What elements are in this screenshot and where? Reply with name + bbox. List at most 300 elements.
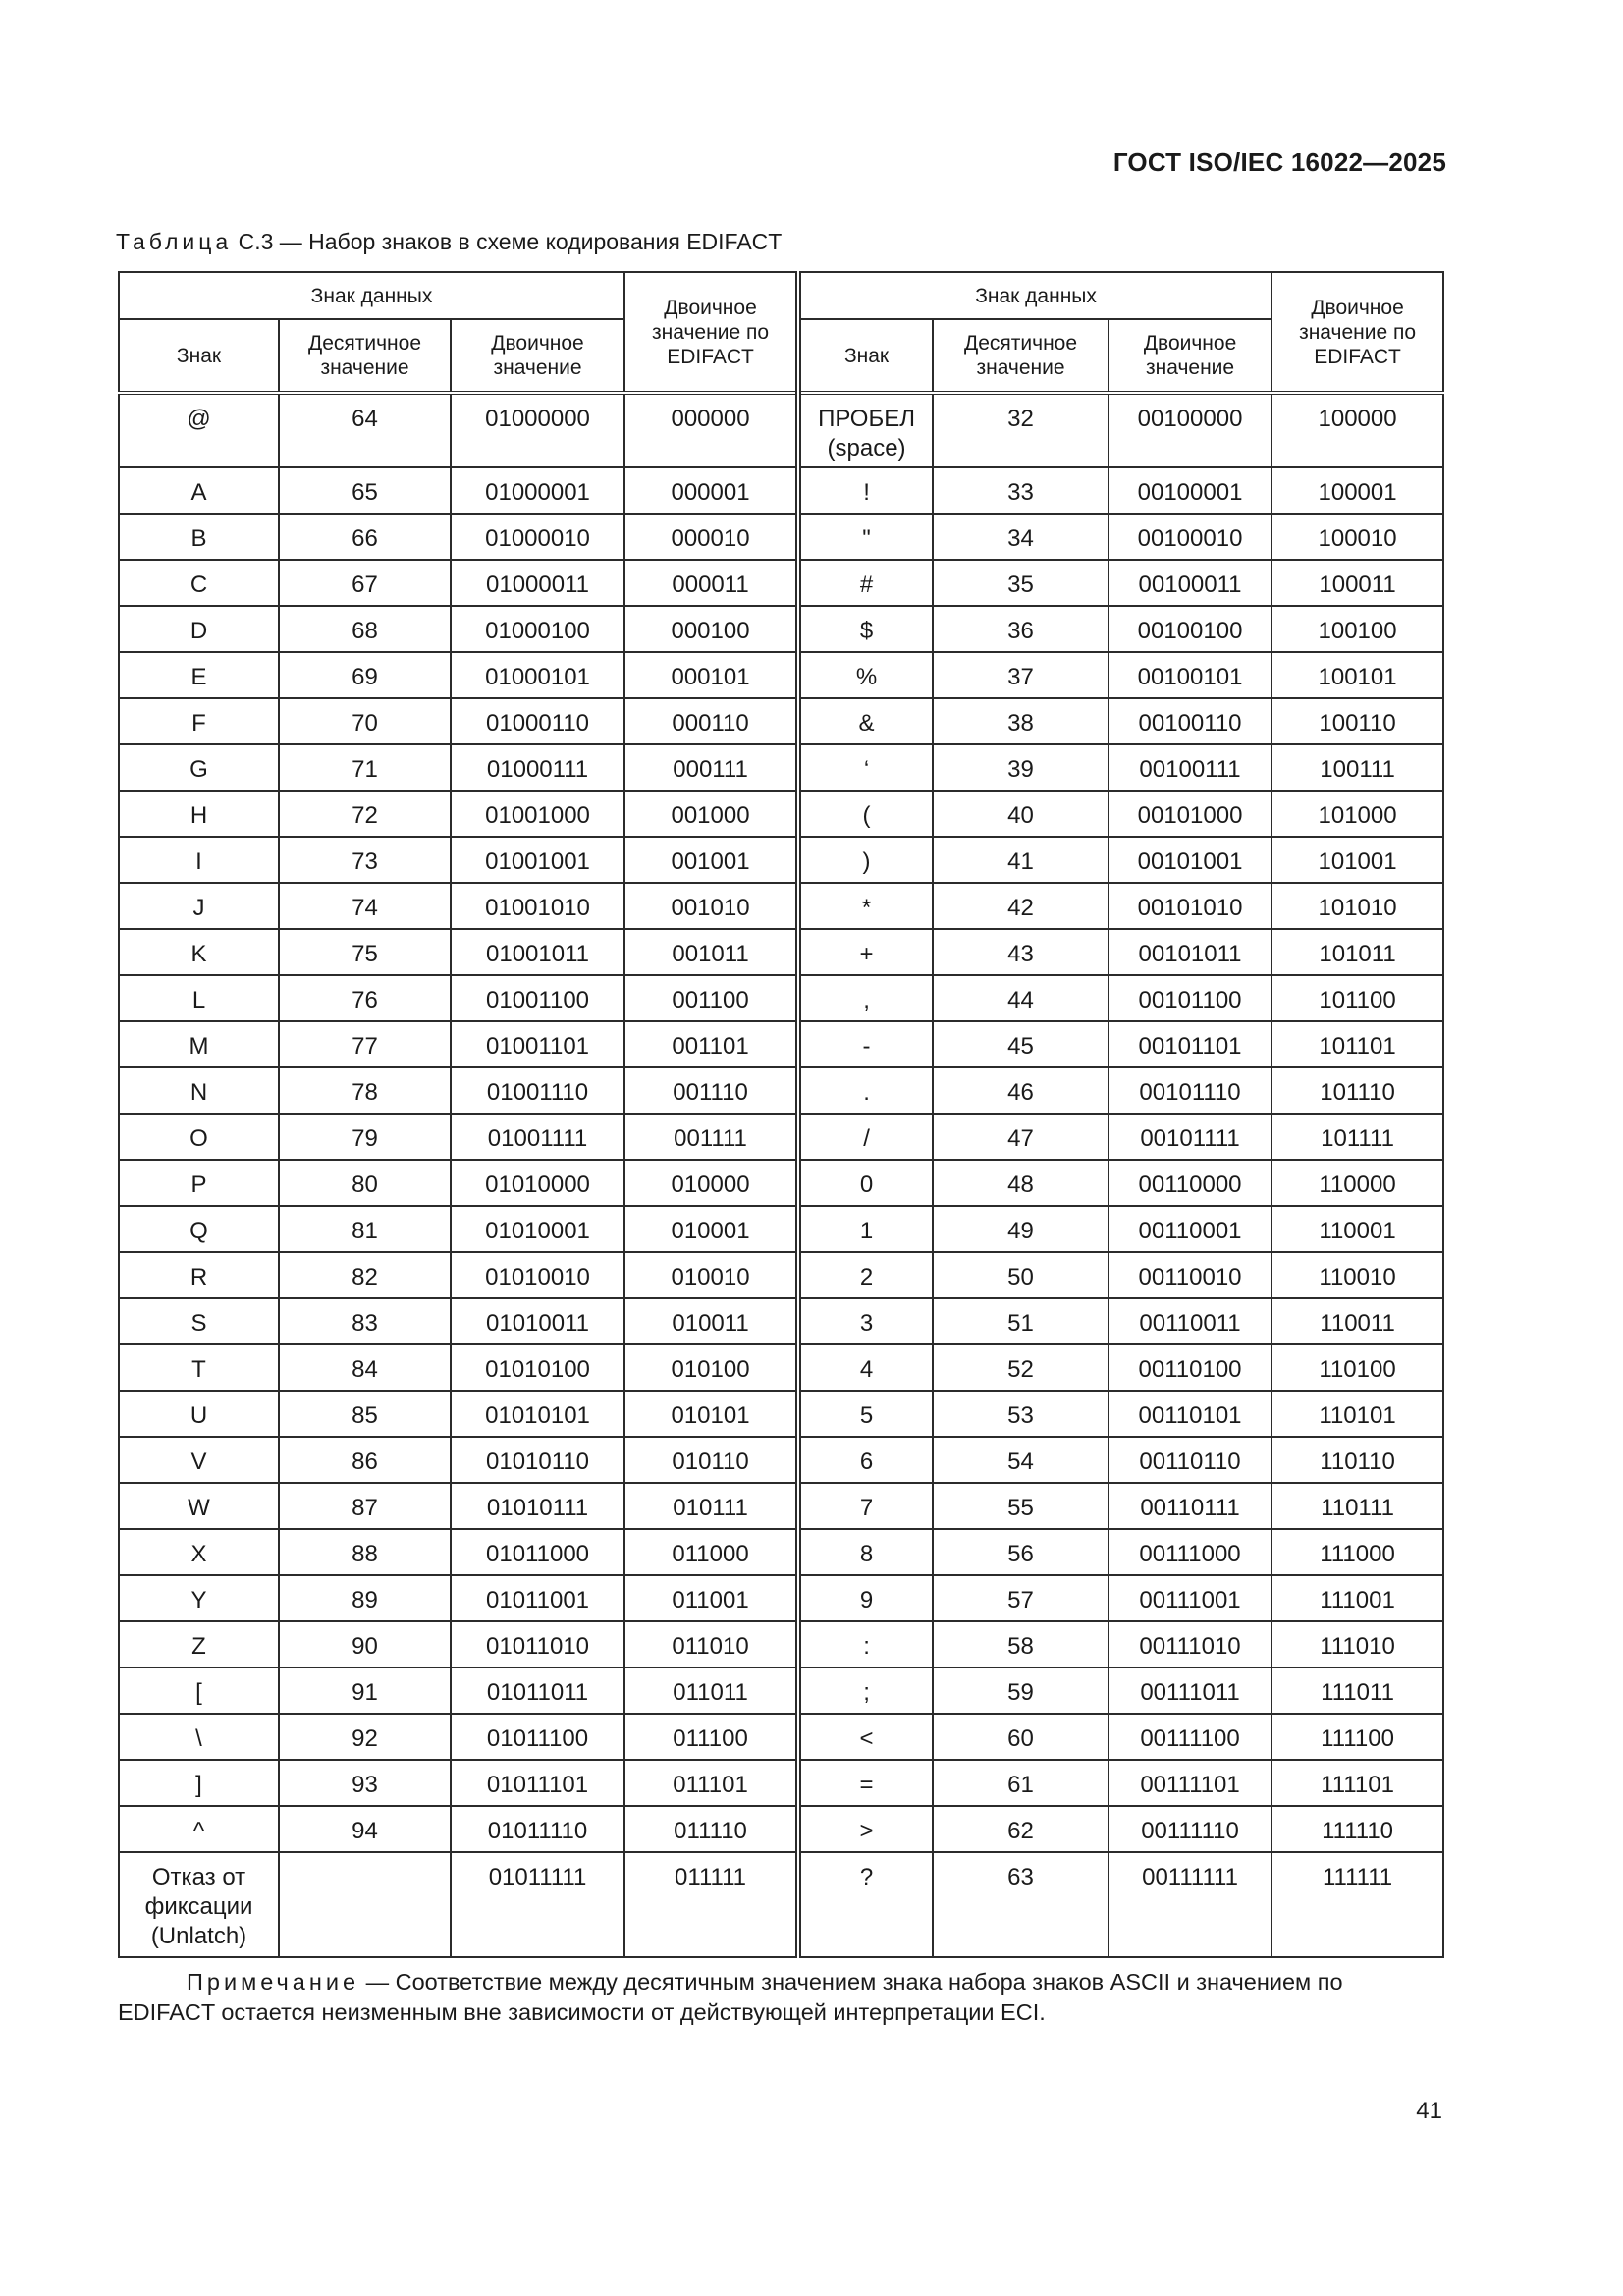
- cell-right-decimal: 36: [933, 606, 1109, 652]
- cell-right-sign: 8: [798, 1529, 933, 1575]
- cell-left-decimal: 66: [279, 514, 451, 560]
- cell-right-decimal: 48: [933, 1160, 1109, 1206]
- cell-left-decimal: 74: [279, 883, 451, 929]
- cell-left-decimal: 73: [279, 837, 451, 883]
- cell-left-decimal: 64: [279, 393, 451, 467]
- cell-left-edifact: 011111: [624, 1852, 798, 1957]
- cell-left-sign: V: [119, 1437, 279, 1483]
- cell-left-edifact: 010000: [624, 1160, 798, 1206]
- cell-left-binary: 01000010: [451, 514, 624, 560]
- cell-right-decimal: 54: [933, 1437, 1109, 1483]
- cell-left-sign: ^: [119, 1806, 279, 1852]
- cell-right-binary: 00100011: [1109, 560, 1271, 606]
- cell-left-binary: 01010101: [451, 1391, 624, 1437]
- cell-right-edifact: 111010: [1271, 1621, 1443, 1667]
- table-row: [119, 929, 1443, 975]
- cell-left-binary: 01001001: [451, 837, 624, 883]
- cell-left-edifact: 000100: [624, 606, 798, 652]
- cell-right-sign: :: [798, 1621, 933, 1667]
- cell-right-edifact: 101101: [1271, 1021, 1443, 1067]
- table-row: [119, 1252, 1443, 1298]
- table-row: [119, 1806, 1443, 1852]
- cell-left-sign: Q: [119, 1206, 279, 1252]
- cell-right-sign: 4: [798, 1344, 933, 1391]
- cell-left-sign: \: [119, 1714, 279, 1760]
- cell-right-binary: 00100100: [1109, 606, 1271, 652]
- cell-left-decimal: 91: [279, 1667, 451, 1714]
- cell-left-binary: 01011011: [451, 1667, 624, 1714]
- cell-right-binary: 00111011: [1109, 1667, 1271, 1714]
- cell-right-binary: 00101000: [1109, 791, 1271, 837]
- header-edifact-left: Двоичное значение по EDIFACT: [624, 272, 798, 393]
- cell-left-decimal: 81: [279, 1206, 451, 1252]
- cell-left-decimal: 93: [279, 1760, 451, 1806]
- cell-right-decimal: 57: [933, 1575, 1109, 1621]
- table-row: [119, 652, 1443, 698]
- cell-left-sign: [: [119, 1667, 279, 1714]
- table-row: [119, 1021, 1443, 1067]
- cell-left-binary: 01011000: [451, 1529, 624, 1575]
- cell-right-edifact: 101100: [1271, 975, 1443, 1021]
- cell-right-edifact: 101110: [1271, 1067, 1443, 1114]
- table-row: [119, 606, 1443, 652]
- cell-left-decimal: 83: [279, 1298, 451, 1344]
- cell-right-binary: 00111010: [1109, 1621, 1271, 1667]
- cell-right-edifact: 111001: [1271, 1575, 1443, 1621]
- table-row: [119, 1344, 1443, 1391]
- cell-right-sign: +: [798, 929, 933, 975]
- cell-left-decimal: 70: [279, 698, 451, 744]
- cell-right-sign: ;: [798, 1667, 933, 1714]
- cell-right-sign: ": [798, 514, 933, 560]
- cell-right-binary: 00100111: [1109, 744, 1271, 791]
- table-row: [119, 883, 1443, 929]
- cell-left-edifact: 001011: [624, 929, 798, 975]
- cell-left-binary: 01010000: [451, 1160, 624, 1206]
- cell-left-binary: 01010100: [451, 1344, 624, 1391]
- cell-right-edifact: 110001: [1271, 1206, 1443, 1252]
- cell-right-sign: ‘: [798, 744, 933, 791]
- cell-right-binary: 00111110: [1109, 1806, 1271, 1852]
- cell-left-edifact: 010011: [624, 1298, 798, 1344]
- table-row: [119, 1391, 1443, 1437]
- cell-left-binary: 01010001: [451, 1206, 624, 1252]
- cell-left-binary: 01011111: [451, 1852, 624, 1957]
- cell-right-decimal: 33: [933, 467, 1109, 514]
- table-body: [119, 393, 1443, 1957]
- cell-left-edifact: 011110: [624, 1806, 798, 1852]
- table-row: [119, 560, 1443, 606]
- cell-left-sign: U: [119, 1391, 279, 1437]
- cell-right-binary: 00100110: [1109, 698, 1271, 744]
- cell-left-decimal: 80: [279, 1160, 451, 1206]
- cell-right-binary: 00101010: [1109, 883, 1271, 929]
- cell-left-binary: 01010011: [451, 1298, 624, 1344]
- header-decimal-right: Десятичное значение: [933, 319, 1109, 393]
- cell-right-binary: 00111001: [1109, 1575, 1271, 1621]
- cell-left-sign: D: [119, 606, 279, 652]
- cell-left-edifact: 000101: [624, 652, 798, 698]
- cell-left-edifact: 001110: [624, 1067, 798, 1114]
- cell-right-edifact: 111110: [1271, 1806, 1443, 1852]
- cell-left-binary: 01000011: [451, 560, 624, 606]
- cell-left-decimal: 94: [279, 1806, 451, 1852]
- cell-left-edifact: 010111: [624, 1483, 798, 1529]
- table-note: [118, 1967, 1445, 2028]
- cell-left-binary: 01000111: [451, 744, 624, 791]
- header-group-right: Знак данных: [798, 272, 1271, 319]
- cell-left-decimal: [279, 1852, 451, 1957]
- cell-right-decimal: 52: [933, 1344, 1109, 1391]
- cell-right-edifact: 100101: [1271, 652, 1443, 698]
- cell-right-sign: .: [798, 1067, 933, 1114]
- cell-right-edifact: 100000: [1271, 393, 1443, 467]
- table-row: [119, 975, 1443, 1021]
- table-row: [119, 514, 1443, 560]
- cell-left-binary: 01011110: [451, 1806, 624, 1852]
- cell-right-sign: ?: [798, 1852, 933, 1957]
- cell-right-edifact: 101000: [1271, 791, 1443, 837]
- cell-right-decimal: 49: [933, 1206, 1109, 1252]
- cell-left-sign: P: [119, 1160, 279, 1206]
- cell-right-binary: 00110101: [1109, 1391, 1271, 1437]
- cell-right-sign: 7: [798, 1483, 933, 1529]
- cell-left-sign: B: [119, 514, 279, 560]
- table-row: [119, 1114, 1443, 1160]
- cell-left-edifact: 010101: [624, 1391, 798, 1437]
- cell-left-sign: Z: [119, 1621, 279, 1667]
- table-row: [119, 467, 1443, 514]
- cell-right-binary: 00100001: [1109, 467, 1271, 514]
- cell-right-decimal: 63: [933, 1852, 1109, 1957]
- cell-left-edifact: 010001: [624, 1206, 798, 1252]
- cell-left-binary: 01000110: [451, 698, 624, 744]
- cell-right-edifact: 110100: [1271, 1344, 1443, 1391]
- cell-left-decimal: 82: [279, 1252, 451, 1298]
- cell-right-binary: 00110011: [1109, 1298, 1271, 1344]
- cell-left-edifact: 001100: [624, 975, 798, 1021]
- edifact-charset-table: [118, 271, 1444, 1958]
- header-binary-left: Двоичное значение: [451, 319, 624, 393]
- cell-right-edifact: 110101: [1271, 1391, 1443, 1437]
- cell-right-binary: 00100000: [1109, 393, 1271, 467]
- cell-right-binary: 00101111: [1109, 1114, 1271, 1160]
- cell-right-decimal: 40: [933, 791, 1109, 837]
- cell-left-decimal: 68: [279, 606, 451, 652]
- cell-right-decimal: 43: [933, 929, 1109, 975]
- note-label: Примечание: [187, 1969, 360, 1995]
- table-row: [119, 791, 1443, 837]
- cell-right-decimal: 59: [933, 1667, 1109, 1714]
- cell-left-binary: 01000100: [451, 606, 624, 652]
- cell-right-edifact: 101111: [1271, 1114, 1443, 1160]
- cell-right-sign: &: [798, 698, 933, 744]
- table-row: [119, 1437, 1443, 1483]
- cell-right-sign: 6: [798, 1437, 933, 1483]
- cell-right-decimal: 53: [933, 1391, 1109, 1437]
- table-row: [119, 1714, 1443, 1760]
- table-caption: [116, 229, 782, 255]
- cell-left-edifact: 000010: [624, 514, 798, 560]
- caption-label: Таблица: [116, 229, 233, 254]
- cell-left-binary: 01010010: [451, 1252, 624, 1298]
- cell-left-binary: 01001101: [451, 1021, 624, 1067]
- cell-right-sign: ): [798, 837, 933, 883]
- cell-right-decimal: 37: [933, 652, 1109, 698]
- cell-right-binary: 00101101: [1109, 1021, 1271, 1067]
- cell-right-edifact: 100100: [1271, 606, 1443, 652]
- header-edifact-right: Двоичное значение по EDIFACT: [1271, 272, 1443, 393]
- document-header: ГОСТ ISO/IEC 16022—2025: [1112, 147, 1446, 177]
- table-row: [119, 1760, 1443, 1806]
- cell-right-decimal: 35: [933, 560, 1109, 606]
- cell-left-binary: 01001110: [451, 1067, 624, 1114]
- cell-left-sign: @: [119, 393, 279, 467]
- cell-right-sign: 3: [798, 1298, 933, 1344]
- table-row: [119, 837, 1443, 883]
- cell-right-sign: ПРОБЕЛ (space): [798, 393, 933, 467]
- cell-right-edifact: 110000: [1271, 1160, 1443, 1206]
- cell-right-sign: =: [798, 1760, 933, 1806]
- cell-left-binary: 01001010: [451, 883, 624, 929]
- table-row: [119, 1160, 1443, 1206]
- cell-right-binary: 00110010: [1109, 1252, 1271, 1298]
- table-row: [119, 1852, 1443, 1957]
- cell-left-binary: 01001111: [451, 1114, 624, 1160]
- table-row: [119, 1621, 1443, 1667]
- cell-right-binary: 00101001: [1109, 837, 1271, 883]
- cell-right-edifact: 100010: [1271, 514, 1443, 560]
- cell-left-decimal: 84: [279, 1344, 451, 1391]
- header-sign-left: Знак: [119, 319, 279, 393]
- cell-left-binary: 01011001: [451, 1575, 624, 1621]
- cell-left-sign: R: [119, 1252, 279, 1298]
- cell-left-decimal: 85: [279, 1391, 451, 1437]
- cell-left-edifact: 011101: [624, 1760, 798, 1806]
- page-number: 41: [1416, 2098, 1442, 2124]
- cell-right-decimal: 60: [933, 1714, 1109, 1760]
- cell-left-edifact: 010110: [624, 1437, 798, 1483]
- cell-right-decimal: 58: [933, 1621, 1109, 1667]
- cell-left-sign: E: [119, 652, 279, 698]
- cell-right-decimal: 45: [933, 1021, 1109, 1067]
- cell-left-decimal: 87: [279, 1483, 451, 1529]
- cell-left-edifact: 000111: [624, 744, 798, 791]
- cell-left-sign: S: [119, 1298, 279, 1344]
- cell-left-binary: 01011101: [451, 1760, 624, 1806]
- cell-left-edifact: 001000: [624, 791, 798, 837]
- cell-right-sign: #: [798, 560, 933, 606]
- cell-left-edifact: 000110: [624, 698, 798, 744]
- cell-left-sign: N: [119, 1067, 279, 1114]
- cell-left-decimal: 79: [279, 1114, 451, 1160]
- header-sign-right: Знак: [798, 319, 933, 393]
- cell-right-sign: (: [798, 791, 933, 837]
- cell-right-edifact: 111000: [1271, 1529, 1443, 1575]
- cell-left-sign: I: [119, 837, 279, 883]
- cell-left-sign: K: [119, 929, 279, 975]
- cell-left-decimal: 77: [279, 1021, 451, 1067]
- cell-right-decimal: 62: [933, 1806, 1109, 1852]
- cell-left-sign: ]: [119, 1760, 279, 1806]
- cell-left-edifact: 011100: [624, 1714, 798, 1760]
- cell-left-edifact: 000000: [624, 393, 798, 467]
- cell-left-sign: Y: [119, 1575, 279, 1621]
- table-row: [119, 698, 1443, 744]
- cell-left-sign: A: [119, 467, 279, 514]
- cell-right-binary: 00111000: [1109, 1529, 1271, 1575]
- cell-right-binary: 00101100: [1109, 975, 1271, 1021]
- cell-right-decimal: 56: [933, 1529, 1109, 1575]
- cell-left-binary: 01000001: [451, 467, 624, 514]
- cell-left-edifact: 011011: [624, 1667, 798, 1714]
- cell-right-sign: $: [798, 606, 933, 652]
- note-text: — Соответствие между десятичным значением знака набора знаков ASCII и значением по EDIFACT остается неизменным вне зависимости от действующей интерпретации ECI.: [118, 1969, 1343, 2025]
- cell-right-decimal: 42: [933, 883, 1109, 929]
- cell-left-decimal: 88: [279, 1529, 451, 1575]
- cell-right-edifact: 110110: [1271, 1437, 1443, 1483]
- cell-left-sign: Отказ от фиксации (Unlatch): [119, 1852, 279, 1957]
- cell-left-binary: 01001000: [451, 791, 624, 837]
- cell-right-binary: 00101110: [1109, 1067, 1271, 1114]
- cell-left-sign: T: [119, 1344, 279, 1391]
- cell-left-binary: 01010111: [451, 1483, 624, 1529]
- cell-right-sign: %: [798, 652, 933, 698]
- cell-left-sign: C: [119, 560, 279, 606]
- cell-right-binary: 00110100: [1109, 1344, 1271, 1391]
- cell-right-sign: 2: [798, 1252, 933, 1298]
- cell-right-edifact: 100001: [1271, 467, 1443, 514]
- cell-right-decimal: 51: [933, 1298, 1109, 1344]
- cell-left-sign: H: [119, 791, 279, 837]
- cell-right-decimal: 41: [933, 837, 1109, 883]
- table-row: [119, 1483, 1443, 1529]
- cell-right-sign: ,: [798, 975, 933, 1021]
- cell-right-decimal: 61: [933, 1760, 1109, 1806]
- cell-right-binary: 00110111: [1109, 1483, 1271, 1529]
- cell-left-edifact: 011010: [624, 1621, 798, 1667]
- cell-right-binary: 00111100: [1109, 1714, 1271, 1760]
- cell-right-binary: 00110110: [1109, 1437, 1271, 1483]
- cell-right-decimal: 39: [933, 744, 1109, 791]
- cell-right-decimal: 47: [933, 1114, 1109, 1160]
- cell-right-binary: 00111101: [1109, 1760, 1271, 1806]
- cell-left-edifact: 001010: [624, 883, 798, 929]
- cell-right-sign: /: [798, 1114, 933, 1160]
- caption-title: С.3 — Набор знаков в схеме кодирования EDIFACT: [238, 229, 783, 254]
- cell-right-sign: 9: [798, 1575, 933, 1621]
- cell-left-decimal: 72: [279, 791, 451, 837]
- cell-left-edifact: 001111: [624, 1114, 798, 1160]
- cell-left-decimal: 69: [279, 652, 451, 698]
- cell-right-edifact: 110111: [1271, 1483, 1443, 1529]
- cell-left-decimal: 65: [279, 467, 451, 514]
- table-row: [119, 1667, 1443, 1714]
- cell-left-sign: M: [119, 1021, 279, 1067]
- cell-left-binary: 01011010: [451, 1621, 624, 1667]
- cell-right-edifact: 111100: [1271, 1714, 1443, 1760]
- cell-left-binary: 01011100: [451, 1714, 624, 1760]
- cell-left-decimal: 92: [279, 1714, 451, 1760]
- cell-left-decimal: 78: [279, 1067, 451, 1114]
- cell-right-decimal: 44: [933, 975, 1109, 1021]
- cell-left-sign: F: [119, 698, 279, 744]
- cell-left-sign: G: [119, 744, 279, 791]
- cell-left-edifact: 011000: [624, 1529, 798, 1575]
- cell-left-decimal: 90: [279, 1621, 451, 1667]
- table-row: [119, 1206, 1443, 1252]
- cell-right-decimal: 38: [933, 698, 1109, 744]
- cell-left-decimal: 76: [279, 975, 451, 1021]
- cell-right-edifact: 101001: [1271, 837, 1443, 883]
- cell-left-sign: J: [119, 883, 279, 929]
- cell-right-binary: 00100010: [1109, 514, 1271, 560]
- cell-left-binary: 01010110: [451, 1437, 624, 1483]
- header-decimal-left: Десятичное значение: [279, 319, 451, 393]
- cell-right-edifact: 110010: [1271, 1252, 1443, 1298]
- cell-left-sign: L: [119, 975, 279, 1021]
- cell-right-edifact: 100011: [1271, 560, 1443, 606]
- cell-left-edifact: 001101: [624, 1021, 798, 1067]
- cell-right-binary: 00111111: [1109, 1852, 1271, 1957]
- cell-right-sign: !: [798, 467, 933, 514]
- table-row: [119, 1529, 1443, 1575]
- cell-left-edifact: 010100: [624, 1344, 798, 1391]
- cell-right-binary: 00110000: [1109, 1160, 1271, 1206]
- cell-left-decimal: 86: [279, 1437, 451, 1483]
- cell-right-edifact: 110011: [1271, 1298, 1443, 1344]
- cell-right-binary: 00110001: [1109, 1206, 1271, 1252]
- cell-right-decimal: 50: [933, 1252, 1109, 1298]
- cell-right-sign: >: [798, 1806, 933, 1852]
- table-row: [119, 1067, 1443, 1114]
- cell-right-sign: <: [798, 1714, 933, 1760]
- cell-left-edifact: 010010: [624, 1252, 798, 1298]
- table-row: [119, 1298, 1443, 1344]
- cell-right-sign: 1: [798, 1206, 933, 1252]
- cell-right-decimal: 46: [933, 1067, 1109, 1114]
- cell-right-sign: -: [798, 1021, 933, 1067]
- cell-right-binary: 00100101: [1109, 652, 1271, 698]
- cell-left-binary: 01001100: [451, 975, 624, 1021]
- table-row: [119, 744, 1443, 791]
- cell-right-sign: 0: [798, 1160, 933, 1206]
- cell-left-edifact: 000011: [624, 560, 798, 606]
- cell-right-edifact: 111101: [1271, 1760, 1443, 1806]
- cell-left-sign: X: [119, 1529, 279, 1575]
- cell-right-edifact: 111111: [1271, 1852, 1443, 1957]
- cell-left-decimal: 75: [279, 929, 451, 975]
- cell-left-decimal: 67: [279, 560, 451, 606]
- cell-left-edifact: 001001: [624, 837, 798, 883]
- cell-right-binary: 00101011: [1109, 929, 1271, 975]
- cell-right-edifact: 101011: [1271, 929, 1443, 975]
- cell-right-decimal: 55: [933, 1483, 1109, 1529]
- cell-right-edifact: 111011: [1271, 1667, 1443, 1714]
- cell-left-binary: 01000000: [451, 393, 624, 467]
- cell-right-decimal: 32: [933, 393, 1109, 467]
- cell-right-decimal: 34: [933, 514, 1109, 560]
- cell-right-edifact: 100110: [1271, 698, 1443, 744]
- cell-left-decimal: 89: [279, 1575, 451, 1621]
- table-row: [119, 393, 1443, 467]
- cell-right-sign: 5: [798, 1391, 933, 1437]
- cell-left-edifact: 000001: [624, 467, 798, 514]
- cell-right-edifact: 100111: [1271, 744, 1443, 791]
- cell-left-edifact: 011001: [624, 1575, 798, 1621]
- cell-right-edifact: 101010: [1271, 883, 1443, 929]
- cell-left-binary: 01000101: [451, 652, 624, 698]
